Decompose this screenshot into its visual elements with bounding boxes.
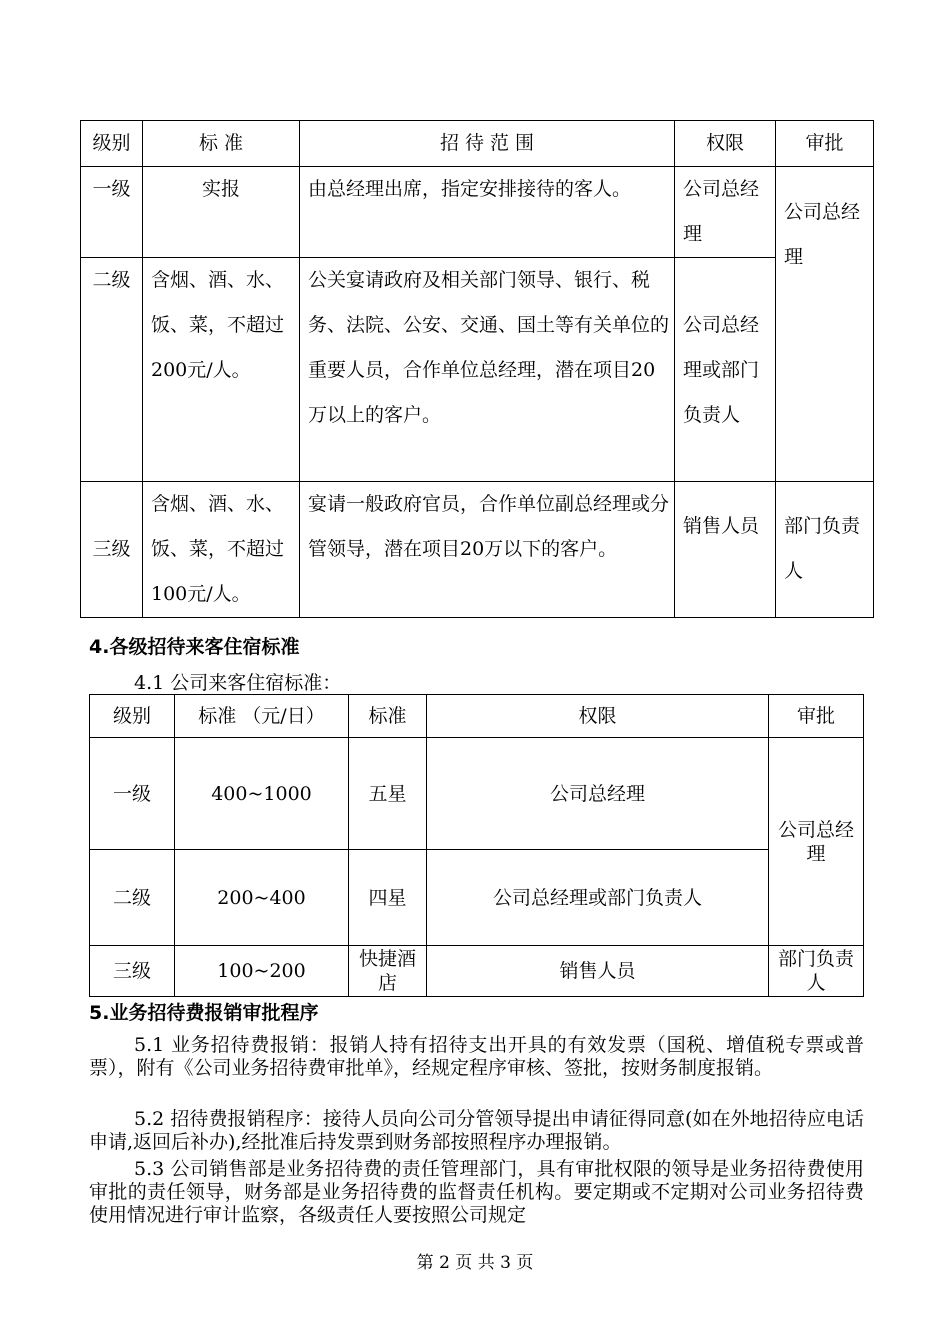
row3-level: 三级 xyxy=(81,482,143,618)
row1-price: 400~1000 xyxy=(175,738,349,850)
row3-price: 100~200 xyxy=(175,946,349,997)
row1-scope: 由总经理出席，指定安排接待的客人。 xyxy=(300,167,675,258)
section5-paragraph-3: 5.3 公司销售部是业务招待费的责任管理部门，具有审批权限的领导是业务招待费使用审批的责任领导，财务部是业务招待费的监督责任机构。要定期或不定期对公司业务招待费使用情况进行审计监察，各级责任人要按照公司规定 xyxy=(89,1158,864,1226)
row1-level: 一级 xyxy=(81,167,143,258)
row2-standard: 四星 xyxy=(349,850,427,946)
header-standard: 标准 xyxy=(349,695,427,738)
section5-heading: 5.业务招待费报销审批程序 xyxy=(89,1002,319,1024)
table-row xyxy=(90,738,864,850)
lodging-standard-table xyxy=(89,694,864,997)
row1-standard: 实报 xyxy=(143,167,300,258)
section4-heading: 4.各级招待来客住宿标准 xyxy=(89,636,300,658)
row2-standard: 含烟、酒、水、饭、菜，不超过200元/人。 xyxy=(143,258,300,482)
header-level: 级别 xyxy=(81,121,143,167)
row2-authority: 公司总经理或部门负责人 xyxy=(427,850,769,946)
table-row xyxy=(90,946,864,997)
approval-merged: 公司总经理 xyxy=(776,167,874,482)
table-row xyxy=(81,482,874,618)
row2-authority: 公司总经理或部门负责人 xyxy=(675,258,776,482)
header-scope: 招 待 范 围 xyxy=(300,121,675,167)
table-row xyxy=(81,167,874,258)
row2-level: 二级 xyxy=(90,850,175,946)
row3-approval: 部门负责人 xyxy=(769,946,864,997)
row1-standard: 五星 xyxy=(349,738,427,850)
header-level: 级别 xyxy=(90,695,175,738)
row2-scope: 公关宴请政府及相关部门领导、银行、税务、法院、公安、交通、国土等有关单位的重要人员，合作单位总经理，潜在项目20万以上的客户。 xyxy=(300,258,675,482)
header-approval: 审批 xyxy=(769,695,864,738)
table-header-row xyxy=(90,695,864,738)
header-authority: 权限 xyxy=(675,121,776,167)
row3-authority: 销售人员 xyxy=(427,946,769,997)
row2-price: 200~400 xyxy=(175,850,349,946)
approval-merged: 公司总经理 xyxy=(769,738,864,946)
entertainment-standard-table xyxy=(80,120,874,618)
header-price: 标准 （元/日） xyxy=(175,695,349,738)
page-footer: 第 2 页 共 3 页 xyxy=(416,1253,534,1273)
row3-scope: 宴请一般政府官员，合作单位副总经理或分管领导，潜在项目20万以下的客户。 xyxy=(300,482,675,618)
row3-authority: 销售人员 xyxy=(675,482,776,618)
table-row xyxy=(81,258,874,482)
row3-standard: 含烟、酒、水、饭、菜，不超过100元/人。 xyxy=(143,482,300,618)
row1-authority: 公司总经理 xyxy=(675,167,776,258)
row1-authority: 公司总经理 xyxy=(427,738,769,850)
row3-standard: 快捷酒店 xyxy=(349,946,427,997)
row2-level: 二级 xyxy=(81,258,143,482)
header-standard: 标 准 xyxy=(143,121,300,167)
header-approval: 审批 xyxy=(776,121,874,167)
section4-subheading: 4.1 公司来客住宿标准： xyxy=(134,672,342,694)
row3-approval: 部门负责人 xyxy=(776,482,874,618)
section5-paragraph-2: 5.2 招待费报销程序：接待人员向公司分管领导提出申请征得同意(如在外地招待应电话申请,返回后补办),经批准后持发票到财务部按照程序办理报销。 xyxy=(89,1108,864,1153)
table-header-row xyxy=(81,121,874,167)
header-authority: 权限 xyxy=(427,695,769,738)
section5-paragraph-1: 5.1 业务招待费报销：报销人持有招待支出开具的有效发票（国税、增值税专票或普票），附有《公司业务招待费审批单》，经规定程序审核、签批，按财务制度报销。 xyxy=(89,1034,864,1079)
row1-level: 一级 xyxy=(90,738,175,850)
row3-level: 三级 xyxy=(90,946,175,997)
table-row xyxy=(90,850,864,946)
